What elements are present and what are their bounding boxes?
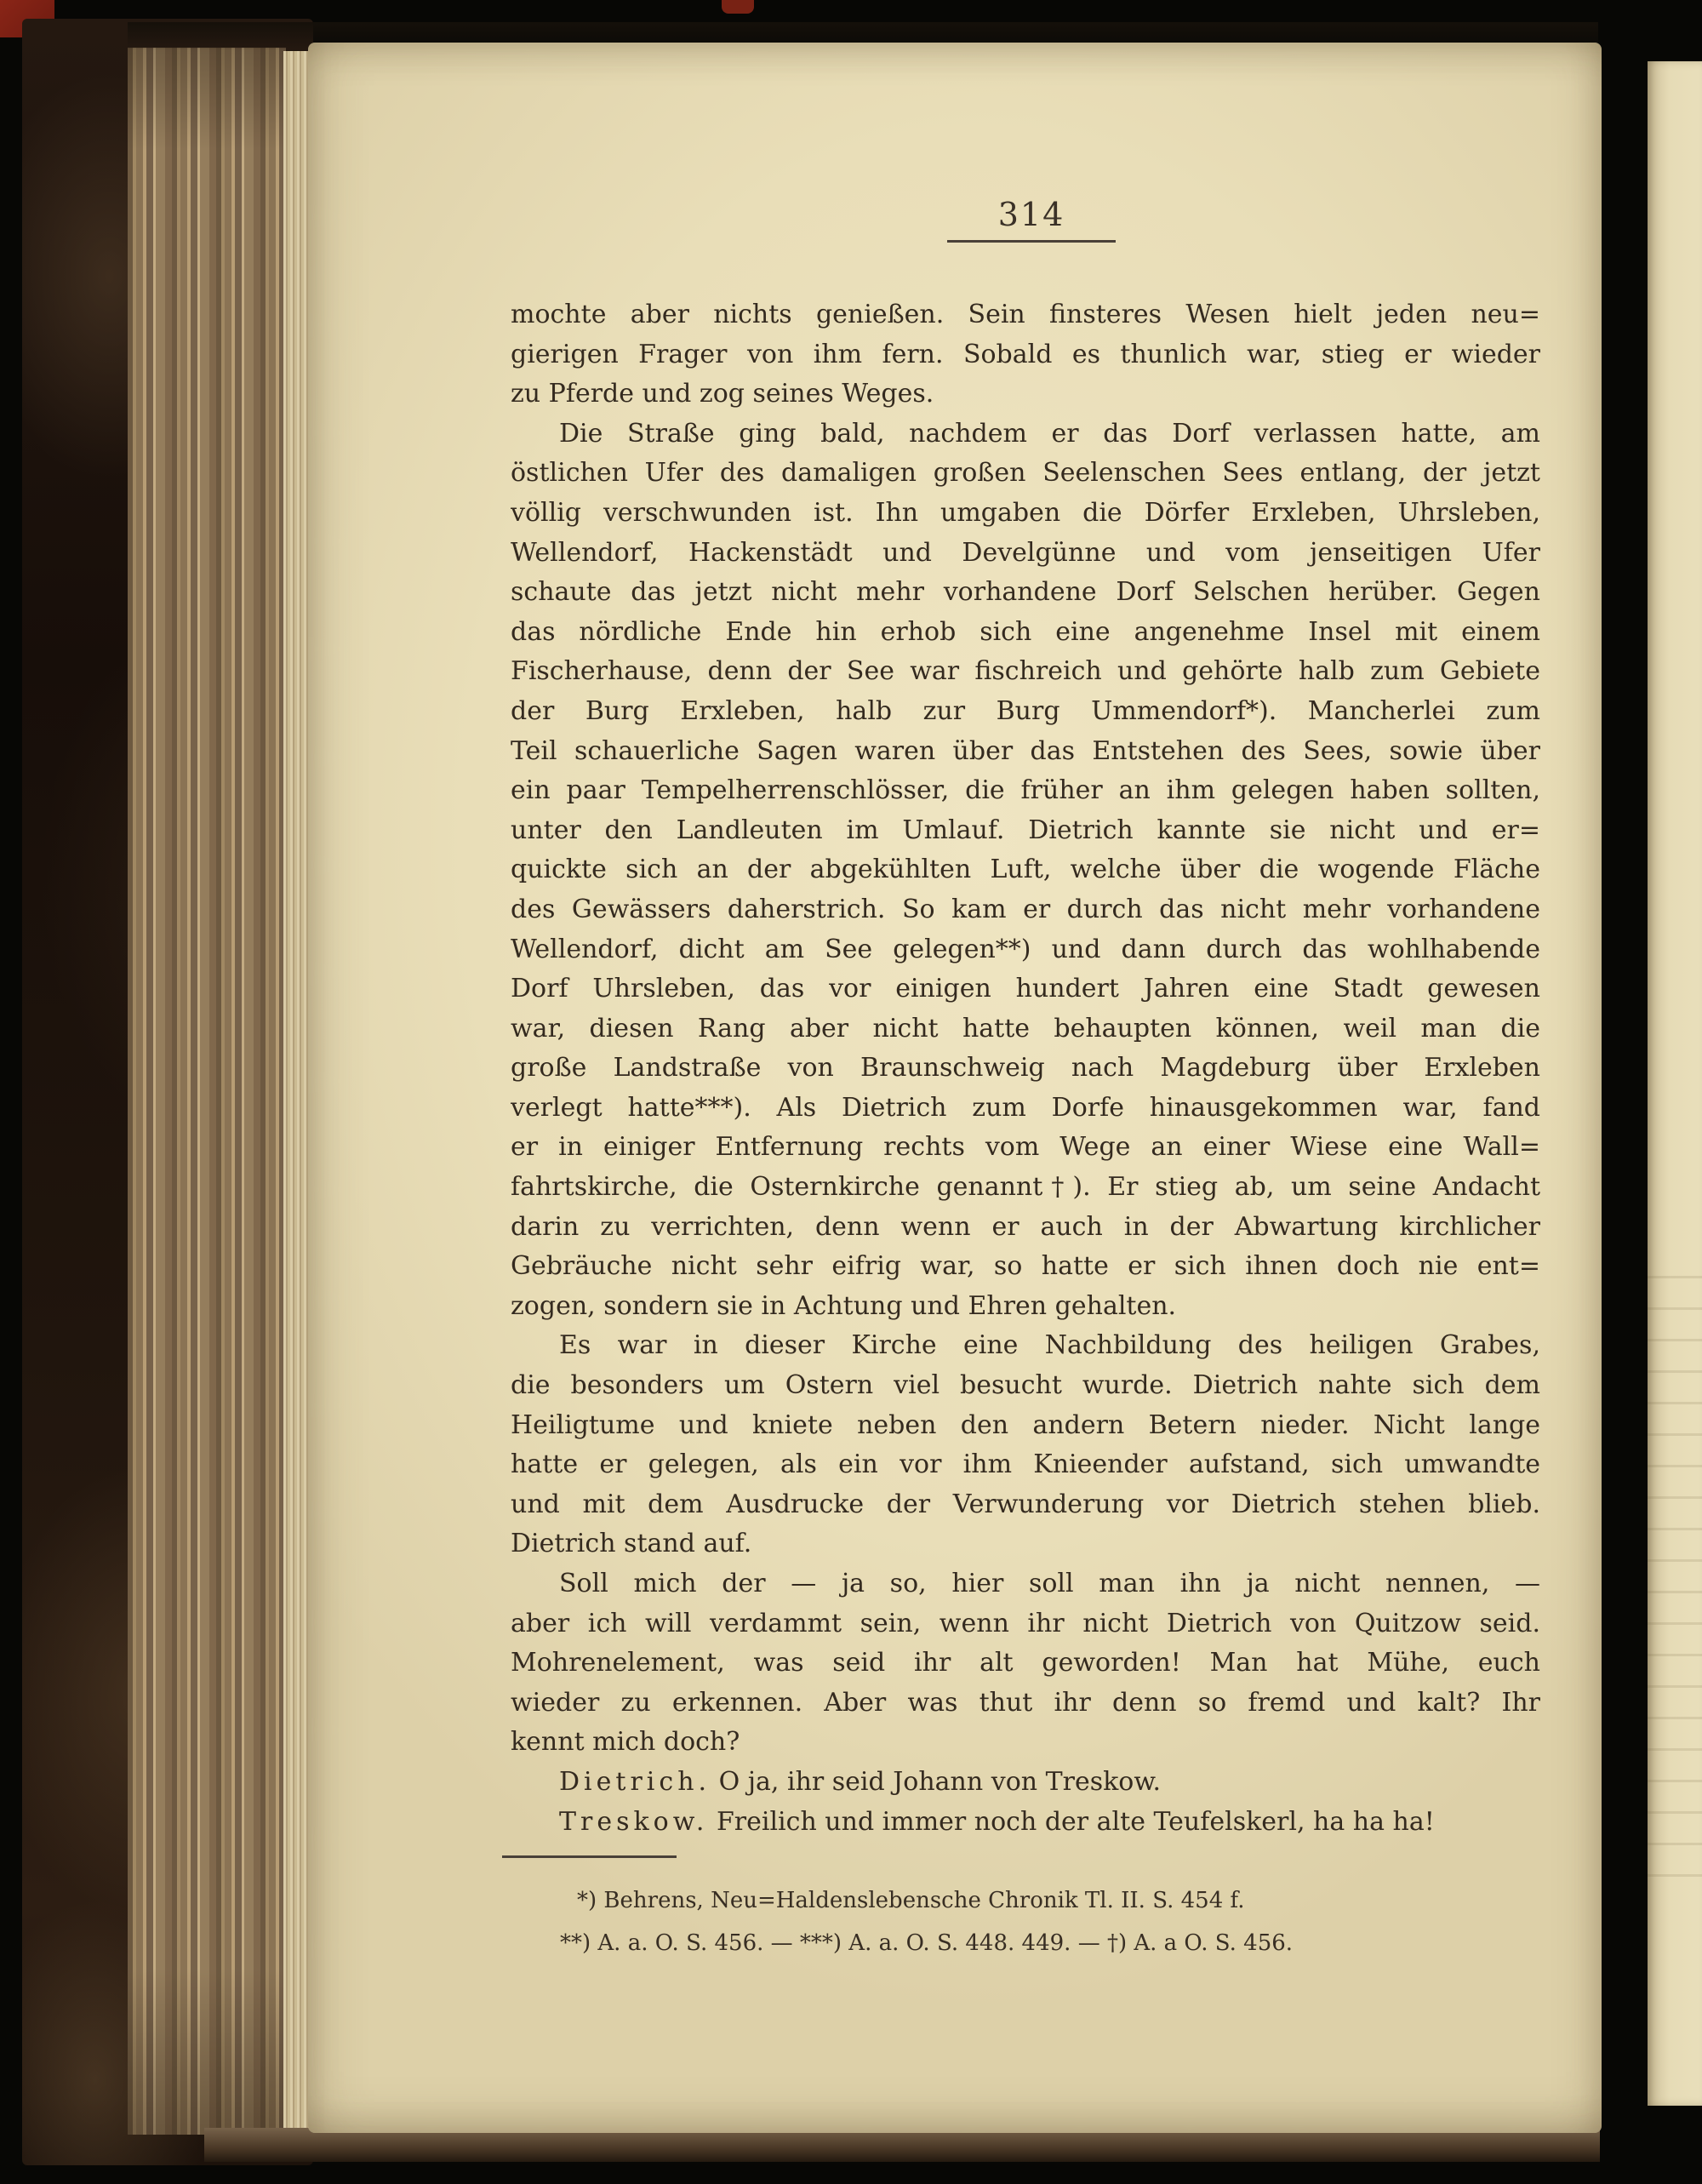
text-line: Mohrenelement, was seid ihr alt geworden! Man hat Mühe, euch <box>511 1648 1540 1678</box>
text-line: große Landstraße von Braunschweig nach Magdeburg über Erxleben <box>511 1053 1540 1083</box>
text-line: Dietrich. O ja, ihr seid Johann von Treskow. <box>559 1766 1162 1797</box>
footnote-line: *) Behrens, Neu=Haldenslebensche Chronik Tl. II. S. 454 f. <box>577 1888 1245 1913</box>
red-cover-speck <box>722 0 754 14</box>
footnote-separator <box>502 1855 677 1858</box>
text-line: Gebräuche nicht sehr eifrig war, so hatte er sich ihnen doch nie ent= <box>511 1251 1540 1282</box>
text-line: gierigen Frager von ihm fern. Sobald es thunlich war, stieg er wieder <box>511 339 1540 369</box>
text-line: aber ich will verdammt sein, wenn ihr nicht Dietrich von Quitzow seid. <box>511 1608 1540 1638</box>
footnote-line: **) A. a. O. S. 456. — ***) A. a. O. S. 448. 449. — †) A. a O. S. 456. <box>560 1930 1294 1956</box>
text-line: mochte aber nichts genießen. Sein finsteres Wesen hielt jeden neu= <box>511 300 1540 329</box>
ghost-text <box>1648 1247 1702 1901</box>
text-line: war, diesen Rang aber nicht hatte behaupten können, weil man die <box>511 1013 1540 1043</box>
text-line: Dorf Uhrsleben, das vor einigen hundert Jahren eine Stadt gewesen <box>511 974 1540 1004</box>
text-line: unter den Landleuten im Umlauf. Dietrich kannte sie nicht und er= <box>511 815 1540 845</box>
text-line: wieder zu erkennen. Aber was thut ihr denn so fremd und kalt? Ihr <box>511 1687 1540 1718</box>
page-edge-stack <box>128 48 286 2135</box>
text-line: völlig verschwunden ist. Ihn umgaben die Dörfer Erxleben, Uhrsleben, <box>511 497 1540 528</box>
text-line: Wellendorf, Hackenstädt und Develgünne und vom jenseitigen Ufer <box>511 537 1540 568</box>
text-line: ein paar Tempelherrenschlösser, die früher an ihm gelegen haben sollten, <box>511 775 1540 806</box>
text-line: zogen, sondern sie in Achtung und Ehren gehalten. <box>511 1290 1177 1321</box>
page-header <box>904 196 1159 243</box>
text-line: Heiligtume und kniete neben den andern Betern nieder. Nicht lange <box>511 1409 1540 1440</box>
text-line: verlegt hatte***). Als Dietrich zum Dorfe hinausgekommen war, fand <box>511 1092 1540 1123</box>
text-line: die besonders um Ostern viel besucht wurde. Dietrich nahte sich dem <box>511 1370 1540 1401</box>
book-page <box>308 43 1602 2133</box>
book-bottom-edge <box>204 2128 1600 2162</box>
facing-page-sliver <box>1648 61 1702 2106</box>
speaker-name: Dietrich. <box>559 1766 711 1797</box>
text-line: quickte sich an der abgekühlten Luft, welche über die wogende Fläche <box>511 855 1540 885</box>
text-line: Fischerhause, denn der See war fischreich und gehörte halb zum Gebiete <box>511 656 1540 687</box>
speaker-name: Treskow. <box>559 1806 709 1837</box>
text-line: Dietrich stand auf. <box>511 1529 752 1559</box>
text-line: Soll mich der — ja so, hier soll man ihn ja nicht nennen, — <box>559 1569 1540 1598</box>
text-line: des Gewässers daherstrich. So kam er durch das nicht mehr vorhandene <box>511 894 1540 924</box>
text-line: kennt mich doch? <box>511 1727 740 1758</box>
page-number-rule <box>947 240 1116 243</box>
text-line: das nördliche Ende hin erhob sich eine angenehme Insel mit einem <box>511 616 1540 647</box>
text-line: und mit dem Ausdrucke der Verwunderung vor Dietrich stehen blieb. <box>511 1489 1540 1519</box>
text-line: der Burg Erxleben, halb zur Burg Ummendorf*). Mancherlei zum <box>511 695 1540 726</box>
page-number: 314 <box>997 196 1065 233</box>
text-block <box>511 295 1540 1842</box>
text-line: Es war in dieser Kirche eine Nachbildung des heiligen Grabes, <box>559 1330 1540 1361</box>
text-line: fahrtskirche, die Osternkirche genannt†). Er stieg ab, um seine Andacht <box>511 1172 1540 1203</box>
text-line: Die Straße ging bald, nachdem er das Dorf verlassen hatte, am <box>559 418 1540 449</box>
text-line: Treskow. Freilich und immer noch der alte Teufelskerl, ha ha ha! <box>559 1806 1435 1837</box>
text-line: östlichen Ufer des damaligen großen Seelenschen Sees entlang, der jetzt <box>511 458 1540 489</box>
text-line: Teil schauerliche Sagen waren über das Entstehen des Sees, sowie über <box>511 735 1540 766</box>
text-line: hatte er gelegen, als ein vor ihm Knieender aufstand, sich umwandte <box>511 1449 1540 1480</box>
footnotes <box>511 1879 1540 1964</box>
text-line: er in einiger Entfernung rechts vom Wege an einer Wiese eine Wall= <box>511 1132 1540 1163</box>
text-line: zu Pferde und zog seines Weges. <box>511 379 934 409</box>
text-line: schaute das jetzt nicht mehr vorhandene Dorf Selschen herüber. Gegen <box>511 577 1540 608</box>
text-line: Wellendorf, dicht am See gelegen**) und dann durch das wohlhabende <box>511 934 1540 964</box>
text-line: darin zu verrichten, denn wenn er auch in der Abwartung kirchlicher <box>511 1211 1540 1242</box>
